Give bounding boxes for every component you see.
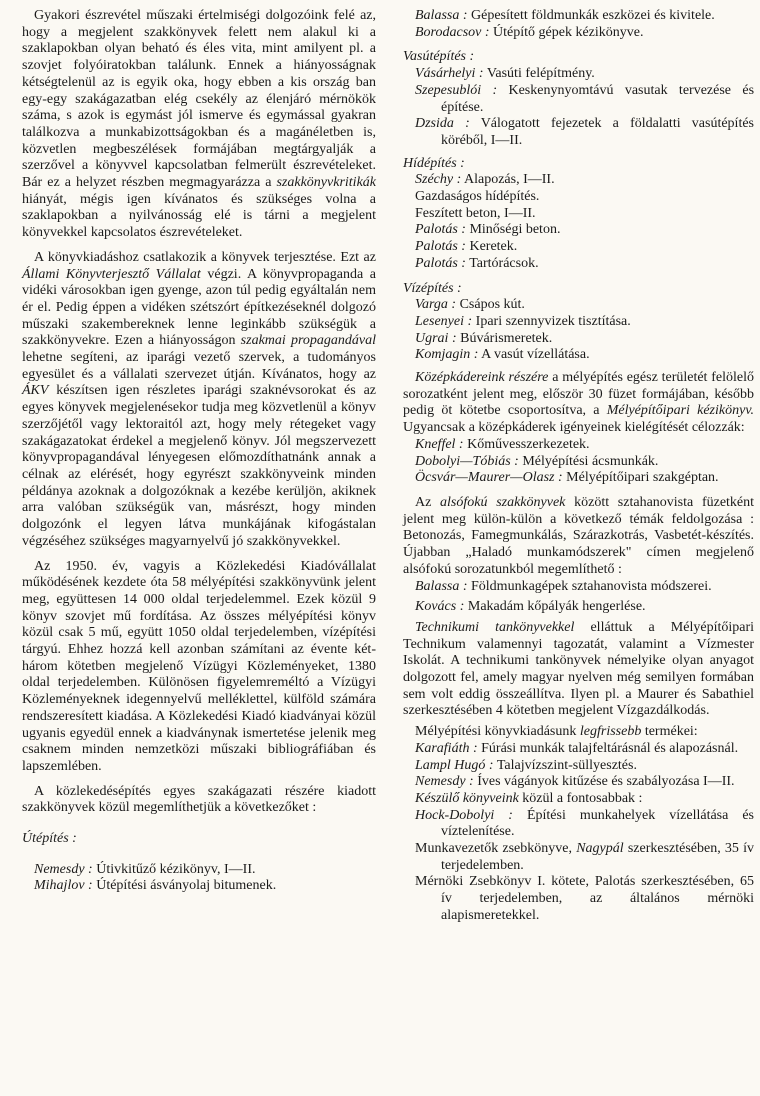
list-item: Balassa : Gépesített földmunkák eszközei és kivitele. xyxy=(415,8,715,23)
list-item: Dobolyi—Tóbiás : Mélyépítési ácsmunkák. xyxy=(415,453,659,469)
list-item: Palotás : Keretek. xyxy=(415,239,518,255)
paragraph-latest: Mélyépítési könyvkiadásunk legfrissebb termékei: xyxy=(415,724,698,740)
list-item: Kneffel : Kőművesszerkezetek. xyxy=(415,436,590,452)
emphasis: ÁKV xyxy=(22,383,49,399)
section-heading-vizepites: Vízépítés : xyxy=(403,280,462,296)
paragraph-lower-level: Az alsófokú szakkönyvek között sztahanovista füzetként jelent meg külön-külön a következő témák feldolgozása : Betonozás, Famegmunkálás, Szárazkotrás, Vasbetét-készítés. Újabban „Haladó munkamódszerek" címen megjelenő alsófokú sorozatunkból megemlíthető : xyxy=(403,494,755,577)
list-item: Széchy : Alapozás, I—II. xyxy=(415,172,555,188)
emphasis: szakkönyvkritikák xyxy=(276,175,376,191)
list-item: Palotás : Minőségi beton. xyxy=(415,222,561,238)
list-item: Nemesdy : Íves vágányok kitűzése és szabályozása I—II. xyxy=(415,774,735,790)
list-item: Balassa : Földmunkagépek sztahanovista módszerei. xyxy=(415,578,712,594)
list-item: Nemesdy : Útivkitűző kézikönyv, I—II. xyxy=(34,861,256,877)
paragraph-critique: Gyakori észrevétel műszaki értelmiségi dolgozóink felé az, hogy a megjelent szakkönyvek felett nem alakul ki a szaklapokban olyan beható és éles vita, mint amilyent pl. a szovjet folyóiratokban találunk. Ennek a hiányosságnak kétségtelenül az is egyik oka, hogy ebben a kis ország ban egy-egy szakágazatban elég csekély az élenjáró mérnökök száma, s azok is egymást jól ismerve és egymással gyakran találkozva a munkabizottságokban és a magánéletben is, közvetlen megbeszélések formájában megtárgyalják a szerzővel a könyvvel kapcsolatban felmerült észrevételeket. Bár ez a helyzet részben megmagyarázza a szakkönyvkritikák hiányát, mégis igen kívánatos és szükséges volna a szaklapokban a nyilvánosság elé is tárni a megjelent könyvekkel kapcsolatos észrevételeket. xyxy=(22,8,376,241)
list-item: Mérnöki Zsebkönyv I. kötete, Palotás szerkesztésében, 65 ív terjedelemben, az általános mérnöki alapismeretekkel. xyxy=(415,874,754,923)
list-item: Karafiáth : Fúrási munkák talajfeltárásnál és alapozásnál. xyxy=(415,740,739,756)
paragraph-intro-list: A közlekedésépítés egyes szakágazati részére kiadott szakkönyvek közül megemlíthetjük a következőket : xyxy=(22,783,376,816)
section-heading-vasutepites: Vasútépítés : xyxy=(403,49,475,65)
list-item: Hock-Dobolyi : Építési munkahelyek vízellátása és víztelenítése. xyxy=(415,807,755,840)
emphasis: szakmai propagandával xyxy=(240,333,377,349)
section-heading-hidepites: Hídépítés : xyxy=(403,155,465,171)
list-item: Gazdaságos hídépítés. xyxy=(415,189,540,205)
emphasis: Állami Könyvterjesztő Vállalat xyxy=(22,266,201,282)
list-item: Vásárhelyi : Vasúti felépítmény. xyxy=(415,66,595,82)
section-heading-utepites: Útépítés : xyxy=(22,831,77,847)
right-column xyxy=(403,8,754,925)
list-item: Mihajlov : Útépítési ásványolaj bitumenek. xyxy=(34,878,277,894)
list-item: Borodacsov : Útépítő gépek kézikönyve. xyxy=(415,24,644,40)
list-item: Szepesublói : Keskenynyomtávú vasutak tervezése és építése. xyxy=(415,82,755,115)
list-item: Palotás : Tartórácsok. xyxy=(415,255,539,271)
list-item: Feszített beton, I—II. xyxy=(415,205,536,221)
paragraph-technikum: Technikumi tankönyvekkel elláttuk a Mélyépítőipari Technikum valamennyi tagozatát, valamint a Vízmester Iskolát. A technikumi tankönyvek némelyike olyan anyagot dolgozott fel, amely magyar nyelven még semilyen formában sem volt eddig összeállítva. Ilyen pl. a Maurer és Sabathiel szerkesztésében 4 kötetben megjelent Vízgazdálkodás. xyxy=(403,619,755,719)
left-column xyxy=(22,8,376,895)
list-item: Készülő könyveink közül a fontosabbak : xyxy=(415,790,643,806)
list-item: Munkavezetők zsebkönyve, Nagypál szerkesztésében, 35 ív terjedelemben. xyxy=(415,841,755,873)
list-item: Öcsvár—Maurer—Olasz : Mélyépítőipari szakgéptan. xyxy=(415,470,719,486)
list-item: Lampl Hugó : Talajvízszint-süllyesztés. xyxy=(415,757,637,773)
paragraph-distribution: A könyvkiadáshoz csatlakozik a könyvek terjesztése. Ezt az Állami Könyvterjesztő Vállalat végzi. A könyvpropaganda a vidéki városokban igen gyenge, azon túl pedig egyáltalán nem ér el. Pedig éppen a vidéken szétszórt építkezéseknél dolgozó műszaki szakembereknek lenne leginkább szükségük a szakkönyvekre. Ezen a hiányosságon szakmai propagandával lehetne segíteni, az iparági vezető szervek, a tudományos egyesület és a vállalati szervezet útján. Kívánatos, hogy az ÁKV készítsen igen részletes iparági szaknévsorokat és az egyes könyvek megjelenésekor tudja meg közvetlenül a könyv szerzőjétől vagy lektoraitól azt, hogy mely rétegeket vagy szakágazatokat érdekel a megjelenő könyv. Jól megszervezett könyvpropagandával lényegesen előmozdíthatnánk annak a célnak az elérését, hogy egyrészt szakkönyveink minden példánya azoknak a dolgozóknak a kezébe kerüljön, akiknek arra valóban szükségük van, másrészt, hogy minden dolgozónk el legyen látva munkájának kifogástalan végzéséhez szükséges magyarnyelvű jó szakkönyvekkel. xyxy=(22,249,377,549)
paragraph-statistics: Az 1950. év, vagyis a Közlekedési Kiadóvállalat működésének kezdete óta 58 mélyépítési szakkönyvünk jelent meg, együttesen 14 000 oldal terjedelemmel. Ezek közül 9 könyv szovjet mű fordítása. Az összes mélyépítési könyv közül csak 5 mű, együtt 1050 oldal terjedelemben, vízépítési tárgyú. Ehhez hozzá kell azonban számítani az évente két-három kötetben megjelenő Vízügyi Közleményeket, 1380 oldal terjedelemben. Különösen figyelemreméltó a Vízügyi Közleményeknek idegennyelvű melléklettel, külföld számára rendszeresített kiadása. A Közlekedési Kiadó kiadványai közül ugyanis egyedül ennek a kiadványnak ismertetése jelenik meg csaknem minden nemzetközi műszaki bibliográfiában és lapszemlében. xyxy=(22,558,376,774)
list-item: Komjagin : A vasút vízellátása. xyxy=(415,347,590,363)
list-item: Dzsida : Válogatott fejezetek a földalatti vasútépítés köréből, I—II. xyxy=(415,116,754,148)
list-item: Varga : Csápos kút. xyxy=(415,297,525,313)
list-item: Kovács : Makadám kőpályák hengerlése. xyxy=(415,599,646,615)
list-item: Lesenyei : Ipari szennyvizek tisztítása. xyxy=(415,313,631,329)
list-item: Ugrai : Búvárismeretek. xyxy=(415,330,553,346)
paragraph-middle-cadre: Középkádereink részére a mélyépítés egész területét felölelő sorozatként jelent meg, először 30 füzet formájában, később pedig öt kötetbe csoportosítva, a Mélyépítőipari kézikönyv. Ugyancsak a középkáderek igényeinek kielégítését célozzák: xyxy=(403,370,755,436)
